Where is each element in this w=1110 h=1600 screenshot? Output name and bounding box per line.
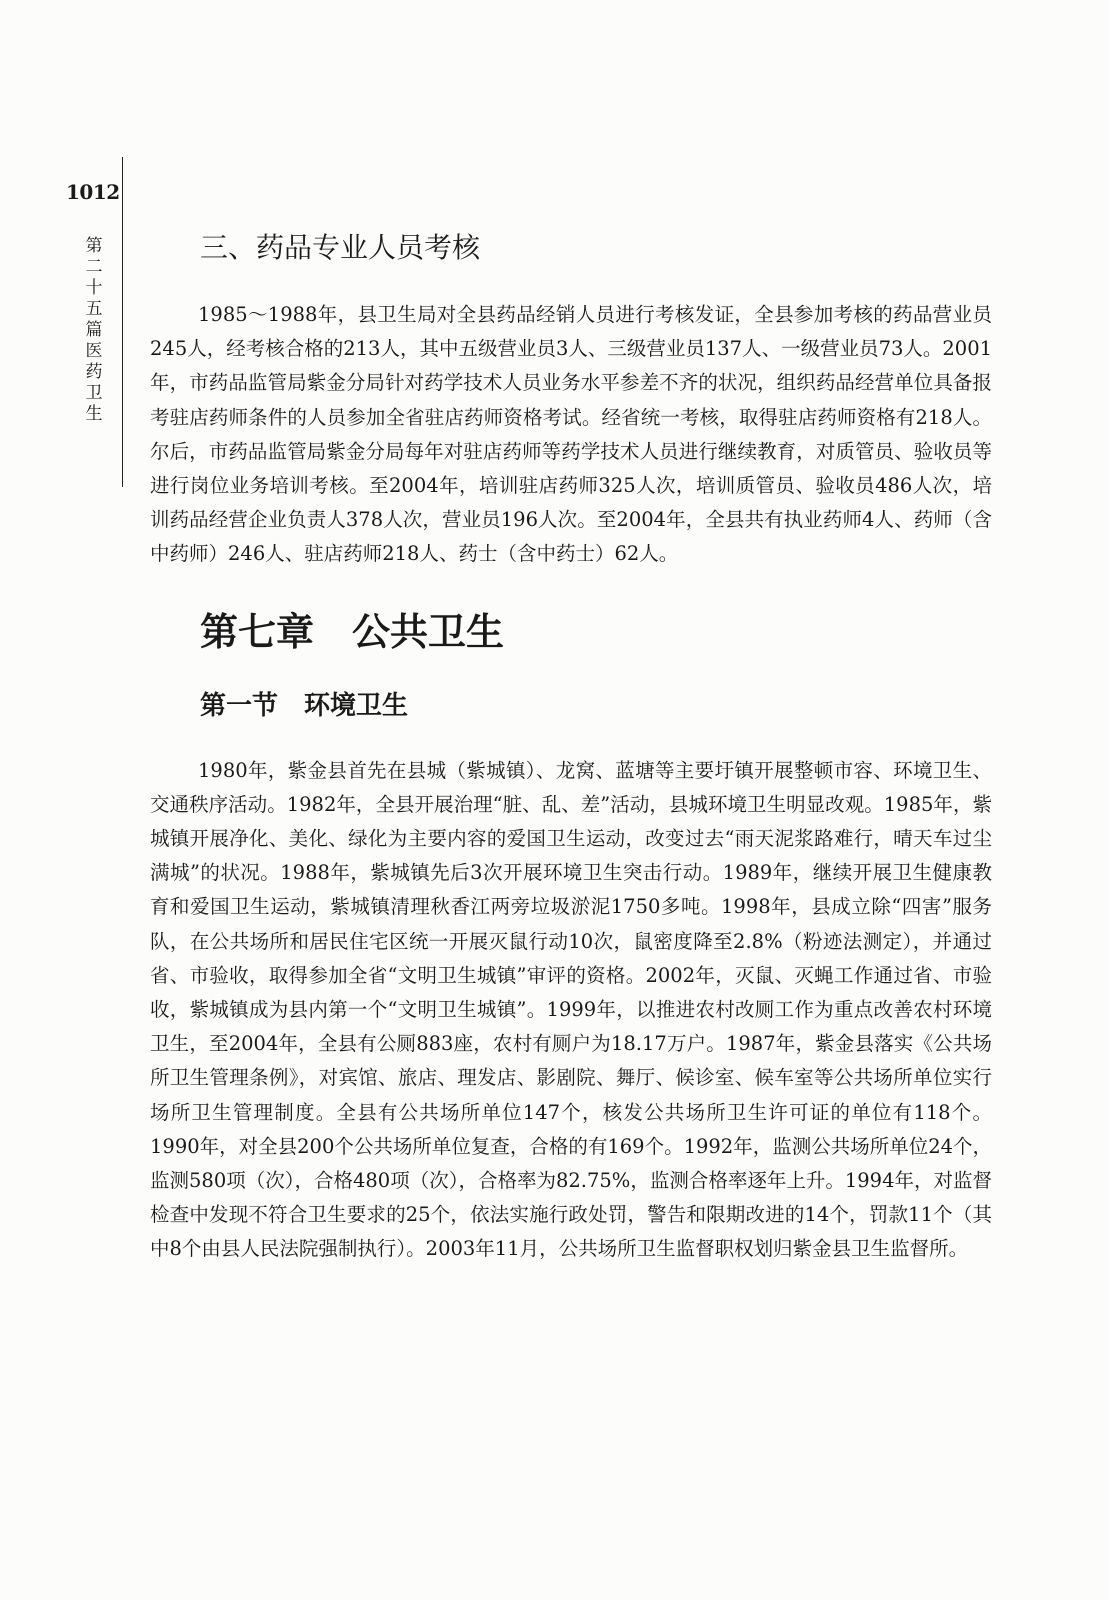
running-head: 第二十五篇 医药 卫生 — [85, 236, 103, 424]
page-number: 1012 — [66, 180, 120, 204]
page-body — [150, 220, 992, 1267]
subsection-heading: 第一节 环境卫生 — [200, 690, 409, 721]
subsection-paragraph: 1980年，紫金县首先在县城（紫城镇）、龙窝、蓝塘等主要圩镇开展整顿市容、环境卫生、交通秩序活动。1982年，全县开展治理“脏、乱、差”活动，县城环境卫生明显改观。1985年，紫城镇开展净化、美化、绿化为主要内容的爱国卫生运动，改变过去“雨天泥浆路难行，晴天车过尘满城”的状况。1988年，紫城镇先后3次开展环境卫生突击行动。1989年，继续开展卫生健康教育和爱国卫生运动，紫城镇清理秋香江两旁垃圾淤泥1750多吨。1998年，县成立除“四害”服务队，在公共场所和居民住宅区统一开展灭鼠行动10次，鼠密度降至2.8%（粉迹法测定），并通过省、市验收，取得参加全省“文明卫生城镇”审评的资格。2002年，灭鼠、灭蝇工作通过省、市验收，紫城镇成为县内第一个“文明卫生城镇”。1999年，以推进农村改厕工作为重点改善农村环境卫生，至2004年，全县有公厕883座，农村有厕户为18.17万户。1987年，紫金县落实《公共场所卫生管理条例》，对宾馆、旅店、理发店、影剧院、舞厅、候诊室、候车室等公共场所单位实行场所卫生管理制度。全县有公共场所单位147个，核发公共场所卫生许可证的单位有118个。1990年，对全县200个公共场所单位复查，合格的有169个。1992年，监测公共场所单位24个，监测580项（次），合格480项（次），合格率为82.75%，监测合格率逐年上升。1994年，对监督检查中发现不符合卫生要求的25个，依法实施行政处罚，警告和限期改进的14个，罚款11个（其中8个由县人民法院强制执行）。2003年11月，公共场所卫生监督职权划归紫金县卫生监督所。 — [150, 758, 993, 1261]
margin-rule — [122, 157, 123, 487]
section-paragraph: 1985～1988年，县卫生局对全县药品经销人员进行考核发证，全县参加考核的药品营业员245人，经考核合格的213人，其中五级营业员3人、三级营业员137人、一级营业员73人。2001年，市药品监管局紫金分局针对药学技术人员业务水平参差不齐的状况，组织药品经营单位具备报考驻店药师条件的人员参加全省驻店药师资格考试。经省统一考核，取得驻店药师资格有218人。尔后，市药品监管局紫金分局每年对驻店药师等药学技术人员进行继续教育，对质管员、验收员等进行岗位业务培训考核。至2004年，培训驻店药师325人次，培训质管员、验收员486人次，培训药品经营企业负责人378人次，营业员196人次。至2004年，全县共有执业药师4人、药师（含中药师）246人、驻店药师218人、药士（含中药士）62人。 — [150, 303, 993, 566]
chapter-heading: 第七章 公共卫生 — [200, 609, 505, 654]
section-heading: 三、药品专业人员考核 — [200, 231, 481, 264]
